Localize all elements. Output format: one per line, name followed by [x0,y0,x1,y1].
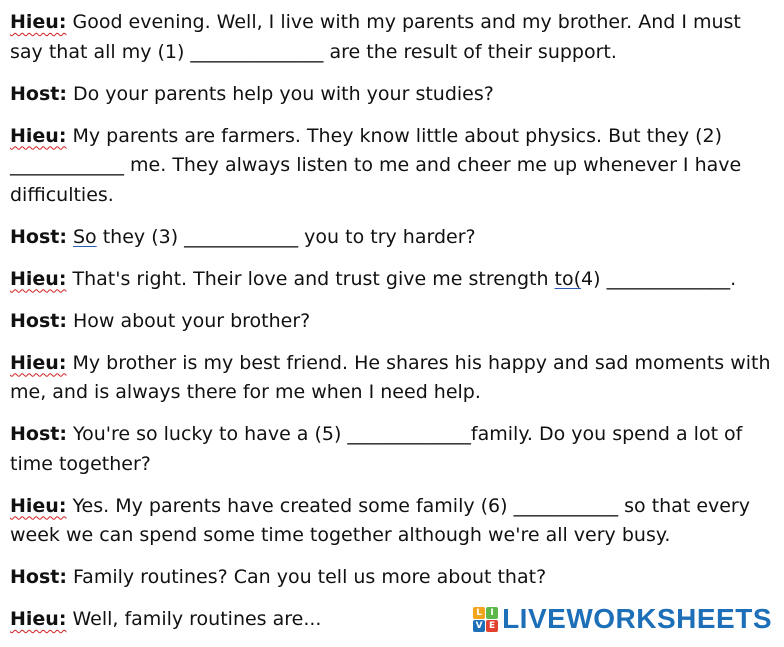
liveworksheets-logo [473,603,772,635]
dialogue-text: You're so lucky to have a (5) _____________family. Do you spend a lot of time together? [10,423,743,475]
speaker-label: Hieu: [10,494,67,517]
dialogue-text: they (3) ____________ you to try harder? [96,225,476,248]
underlined-word: to( [554,267,582,290]
liveworksheets-logo-icon [473,607,498,632]
dialogue-line [10,420,774,479]
dialogue-line [10,265,774,295]
dialogue-text: My parents are farmers. They know little about physics. But they (2) ____________ me. They always listen to me and cheer me up whenever I have difficulties. [10,124,742,206]
logo-icon-cell: I [486,607,498,619]
speaker-label: Hieu: [10,351,67,374]
speaker-label: Hieu: [10,267,67,290]
speaker-label: Hieu: [10,124,67,147]
dialogue-text: Do your parents help you with your studies? [66,82,494,105]
dialogue-text: My brother is my best friend. He shares his happy and sad moments with me, and is always there for me when I need help. [10,351,771,403]
speaker-label: Host: [10,82,67,105]
logo-icon-cell: L [473,607,485,619]
dialogue-text: Well, family routines are... [66,608,322,630]
dialogue-text: 4) _____________. [581,267,737,290]
logo-icon-cell: V [473,620,485,632]
speaker-label: Host: [10,566,67,588]
dialogue-text: That's right. Their love and trust give me strength [66,267,555,290]
speaker-label: Host: [10,225,67,248]
dialogue-text: Good evening. Well, I live with my parents and my brother. And I must say that all my (1) ______________ are the result of their support. [10,11,741,63]
worksheet-document [10,8,774,647]
dialogue-line [10,122,774,211]
dialogue-text: How about your brother? [66,309,311,332]
speaker-label: Hieu: [10,11,67,33]
dialogue-text: Family routines? Can you tell us more about that? [66,566,547,588]
dialogue-line [10,8,774,67]
dialogue-line [10,80,774,110]
dialogue-line [10,307,774,337]
dialogue-text: Yes. My parents have created some family (6) ___________ so that every week we can spend some time together although we're all very busy. [10,494,750,546]
underlined-word: So [73,225,97,248]
dialogue-line [10,492,774,551]
speaker-label: Hieu: [10,608,67,630]
logo-icon-cell: E [486,620,498,632]
speaker-label: Host: [10,309,67,332]
speaker-label: Host: [10,423,67,445]
liveworksheets-logo-text: LIVEWORKSHEETS [502,603,772,634]
dialogue-line [10,563,774,593]
dialogue-line [10,349,774,408]
dialogue-line [10,223,774,253]
